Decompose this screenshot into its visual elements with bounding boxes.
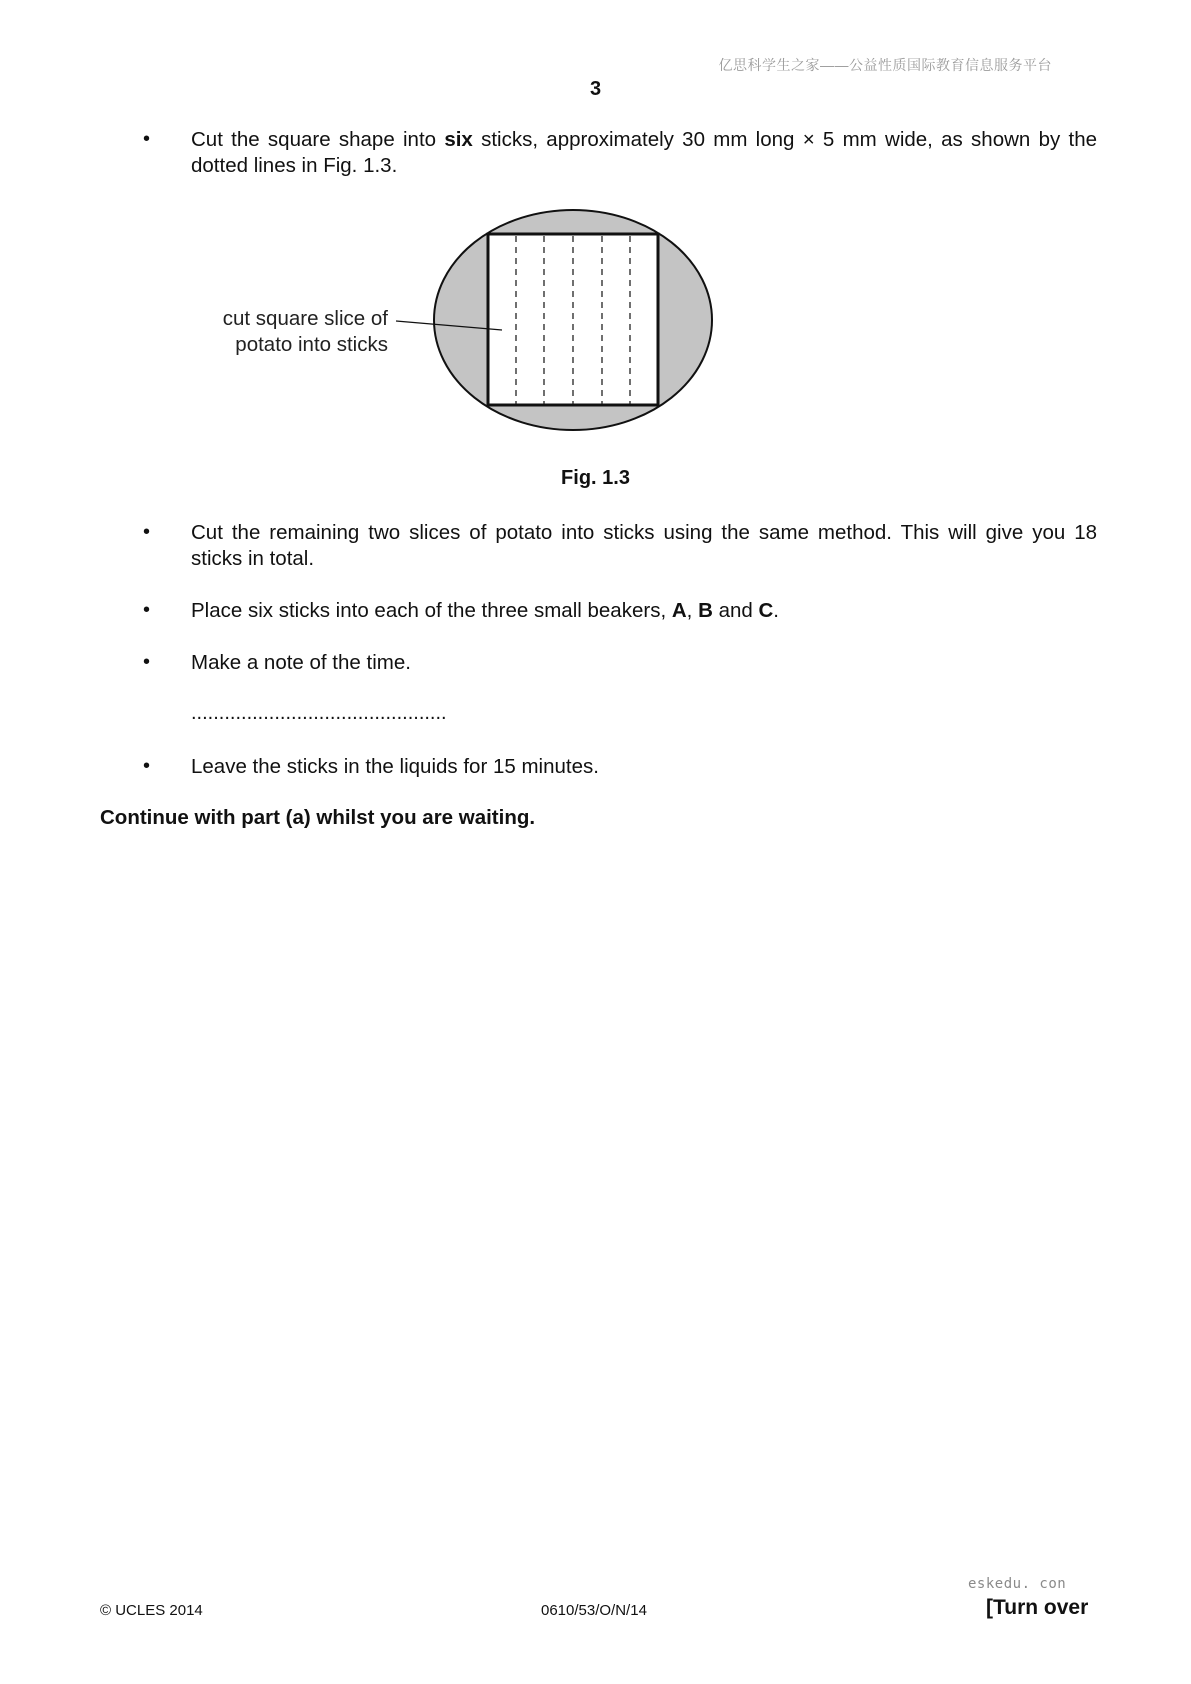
time-answer-line[interactable]: .............................................. — [191, 702, 447, 724]
text-segment: Place six sticks into each of the three small beakers, — [191, 599, 672, 622]
instruction-place-sticks — [191, 598, 1097, 624]
bullet-icon: • — [143, 521, 151, 543]
beaker-label-a: A — [671, 599, 687, 622]
instruction-leave-sticks: Leave the sticks in the liquids for 15 minutes. — [191, 755, 599, 778]
instruction-note-time: Make a note of the time. — [191, 651, 411, 674]
text-segment: . — [773, 599, 779, 622]
text-segment: and — [712, 599, 759, 622]
text-segment: Cut the square shape into — [191, 128, 445, 151]
figure-label — [223, 306, 388, 358]
bullet-icon: • — [143, 599, 151, 621]
bullet-icon: • — [143, 128, 151, 150]
figure-label-line-2: potato into sticks — [235, 333, 388, 356]
continue-instruction: Continue with part (a) whilst you are waiting. — [100, 806, 536, 829]
bold-word-six: six — [444, 128, 473, 151]
instruction-cut-remaining: Cut the remaining two slices of potato into sticks using the same method. This will give you 18 sticks in total. — [191, 521, 1097, 570]
bullet-icon: • — [143, 755, 151, 777]
turn-over-text: [Turn over — [986, 1596, 1089, 1619]
paper-code: 0610/53/O/N/14 — [541, 1602, 647, 1619]
beaker-label-c: C — [758, 599, 774, 622]
page-number: 3 — [589, 78, 602, 100]
bullet-icon: • — [143, 651, 151, 673]
copyright-text: © UCLES 2014 — [100, 1602, 203, 1619]
beaker-label-b: B — [698, 599, 713, 622]
watermark-text: 亿思科学生之家——公益性质国际教育信息服务平台 — [718, 57, 1052, 73]
site-watermark: eskedu. con — [968, 1576, 1067, 1592]
text-segment: , — [686, 599, 699, 622]
figure-caption: Fig. 1.3 — [561, 467, 630, 489]
text-segment: sticks, approximately 30 mm long × 5 mm wide, as shown by the dotted lines in Fig. 1.3. — [191, 128, 1097, 177]
figure-label-line-1: cut square slice of — [222, 307, 388, 330]
